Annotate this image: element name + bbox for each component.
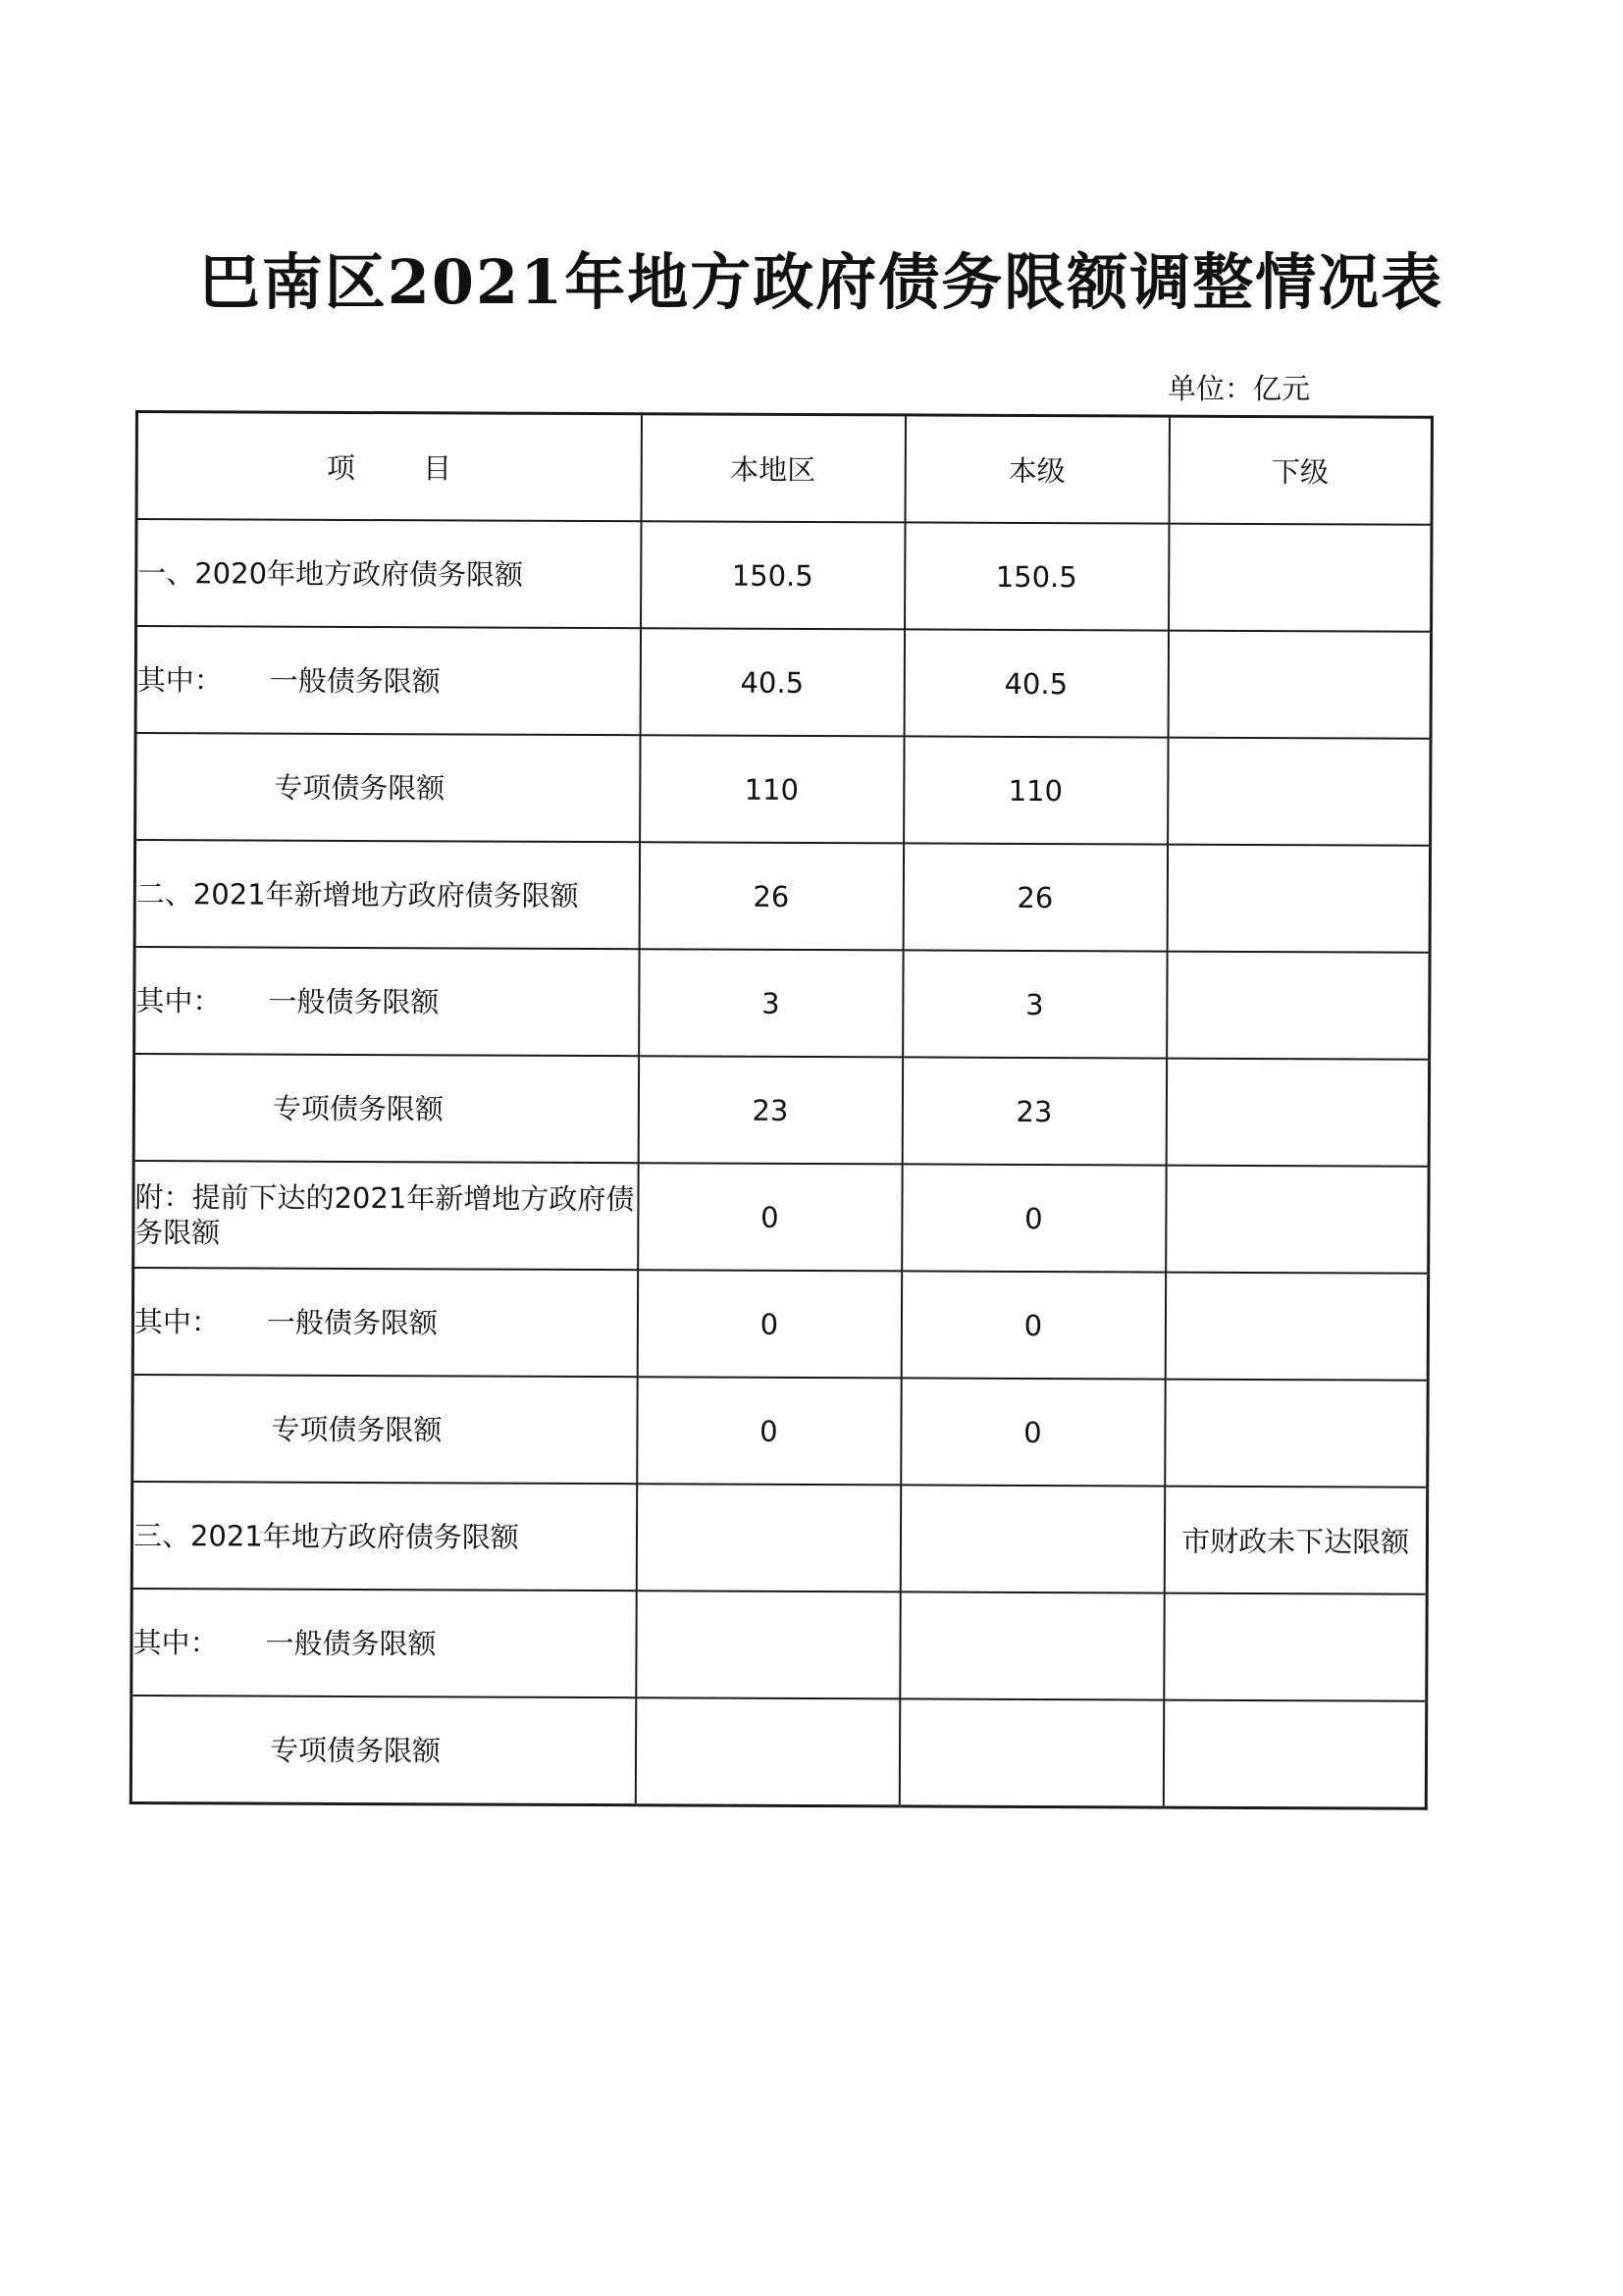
table-row [135,733,1431,846]
own-level-value [900,1485,1164,1592]
table-row [132,1268,1428,1381]
own-level-value: 0 [901,1378,1165,1486]
page-title: 巴南区2021年地方政府债务限额调整情况表 [198,246,1444,318]
header-own-level: 本级 [905,415,1169,524]
row-label: 专项债务限额 [132,1375,637,1484]
region-value: 0 [637,1377,901,1485]
row-prefix: 其中： [133,1304,221,1338]
row-label-cell [135,626,640,735]
table-row [134,947,1430,1060]
row-label: 二、2021年新增地方政府债务限额 [134,840,639,949]
header-region: 本地区 [641,414,905,523]
table-row [134,840,1430,953]
region-value: 150.5 [641,521,905,629]
row-label: 三、2021年地方政府债务限额 [131,1482,636,1591]
region-value [636,1484,900,1592]
lower-level-value: 市财政未下达限额 [1164,1487,1427,1594]
row-label: 一、2020年地方政府债务限额 [136,519,641,628]
own-level-value: 26 [903,843,1167,951]
table-row [133,1161,1429,1274]
row-label: 专项债务限额 [135,733,640,842]
row-label: 附：提前下达的2021年新增地方政府债务限额 [133,1161,638,1270]
own-level-value: 3 [903,950,1167,1058]
row-label: 一般债务限额 [266,1305,439,1339]
lower-level-value [1165,1380,1428,1487]
row-prefix: 其中： [135,983,222,1018]
region-value: 40.5 [640,628,904,736]
lower-level-value [1163,1700,1426,1809]
own-level-value: 110 [904,736,1168,844]
table-row [136,519,1432,632]
header-item: 项 目 [136,412,641,522]
row-label: 专项债务限额 [133,1054,638,1163]
lower-level-value [1168,738,1431,846]
row-label-cell [134,947,639,1056]
lower-level-value [1169,524,1432,632]
own-level-value: 40.5 [904,629,1168,737]
table-row [135,626,1431,739]
region-value: 26 [639,842,903,950]
table-row [131,1482,1427,1594]
region-value: 0 [637,1270,901,1378]
own-level-value [900,1592,1164,1699]
own-level-value: 0 [901,1271,1165,1379]
row-label: 一般债务限额 [268,984,440,1018]
row-label-cell [132,1268,637,1377]
row-prefix: 其中： [132,1625,219,1659]
row-label-cell [131,1589,636,1697]
header-lower-level: 下级 [1169,416,1432,525]
lower-level-value [1166,1166,1429,1274]
row-label: 专项债务限额 [131,1696,635,1805]
lower-level-value [1165,1273,1428,1381]
table-row [131,1696,1426,1808]
region-value: 0 [638,1163,902,1271]
row-label: 一般债务限额 [265,1626,437,1660]
region-value: 23 [638,1056,902,1164]
region-value [636,1591,900,1698]
row-label: 一般债务限额 [269,663,441,698]
own-level-value [899,1698,1163,1807]
table-row [132,1375,1428,1487]
region-value: 3 [639,949,903,1057]
lower-level-value [1168,631,1431,739]
row-prefix: 其中： [136,662,223,697]
own-level-value: 0 [902,1164,1166,1272]
lower-level-value [1167,952,1430,1060]
own-level-value: 23 [902,1057,1166,1165]
lower-level-value [1166,1059,1429,1167]
region-value [635,1697,899,1806]
unit-label: 单位：亿元 [1168,372,1311,405]
own-level-value: 150.5 [905,522,1169,630]
table-row [131,1589,1427,1701]
lower-level-value [1164,1593,1427,1701]
header-row [136,412,1432,525]
table-row [133,1054,1429,1167]
debt-limit-table [130,410,1434,1810]
lower-level-value [1167,845,1430,953]
region-value: 110 [640,735,904,843]
